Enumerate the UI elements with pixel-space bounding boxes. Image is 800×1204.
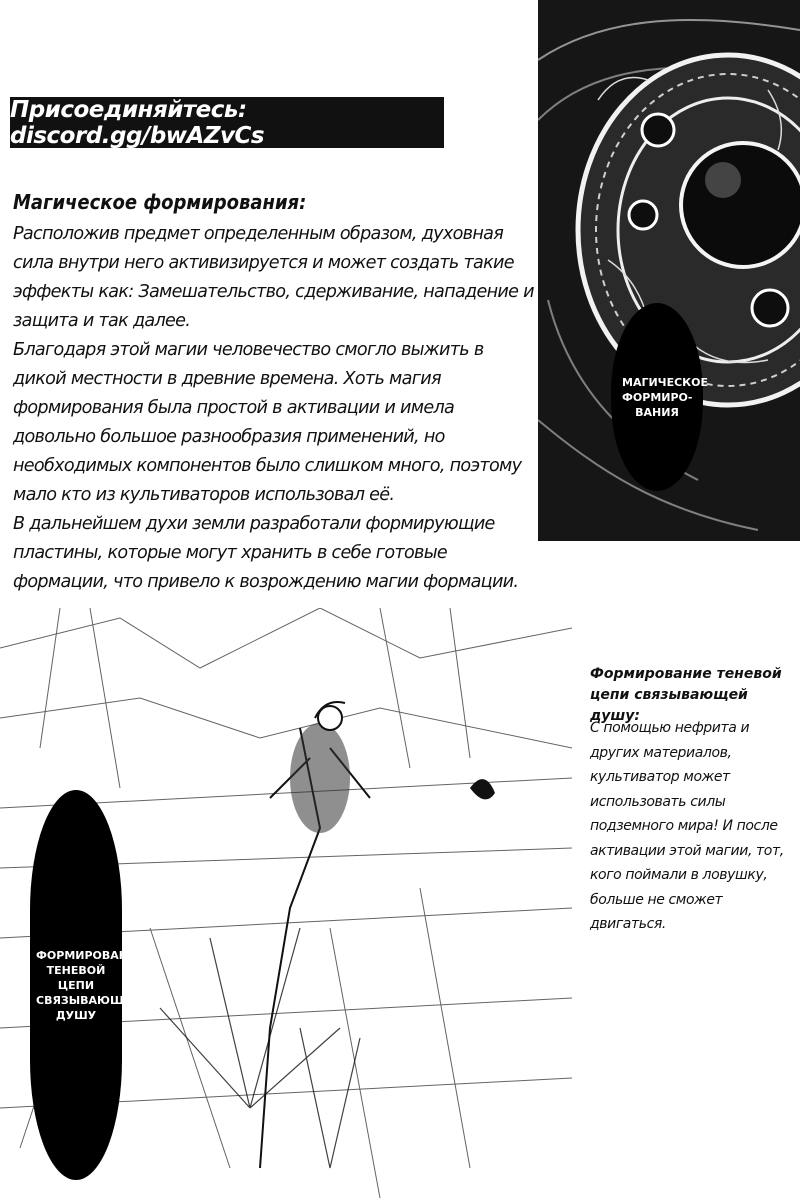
paragraph: Благодаря этой магии человечество смогло выжить в дикой местности в древние времена. Хоть магия формирования была простой в активации и имела довольно большое разнообразия применений, но необходимых компонентов было слишком много, поэтому мало кто из культиваторов использовал её. xyxy=(13,340,522,505)
discord-banner-text: Присоединяйтесь: discord.gg/bwAZvCs xyxy=(10,96,265,149)
section-body xyxy=(13,220,538,597)
side-note-text: С помощью нефрита и других материалов, культиватор может использовать силы подземного мира! И после активации этой магии, тот, кого поймали в ловушку, больше не сможет двигаться. xyxy=(590,720,784,932)
discord-banner xyxy=(10,97,444,148)
bubble-text: ФОРМИРОВАНИЕ ТЕНЕВОЙ ЦЕПИ СВЯЗЫВАЮЩЕЙ ДУШУ xyxy=(36,948,145,1022)
paragraph: В дальнейшем духи земли разработали формирующие пластины, которые могут хранить в себе готовые формации, что привело к возрождению магии формации. xyxy=(13,514,519,592)
side-note-title: Формирование теневой цепи связывающей душу: xyxy=(590,666,782,724)
speech-bubble-chain xyxy=(30,790,145,1180)
speech-bubble-orb xyxy=(611,303,709,491)
section-title: Магическое формирования: xyxy=(13,190,307,214)
paragraph: Расположив предмет определенным образом, духовная сила внутри него активизируется и может создать такие эффекты как: Замешательство, сдерживание, нападение и защита и так далее. xyxy=(13,224,534,331)
bubble-text: МАГИЧЕСКОЕ ФОРМИРО-ВАНИЯ xyxy=(622,375,709,419)
